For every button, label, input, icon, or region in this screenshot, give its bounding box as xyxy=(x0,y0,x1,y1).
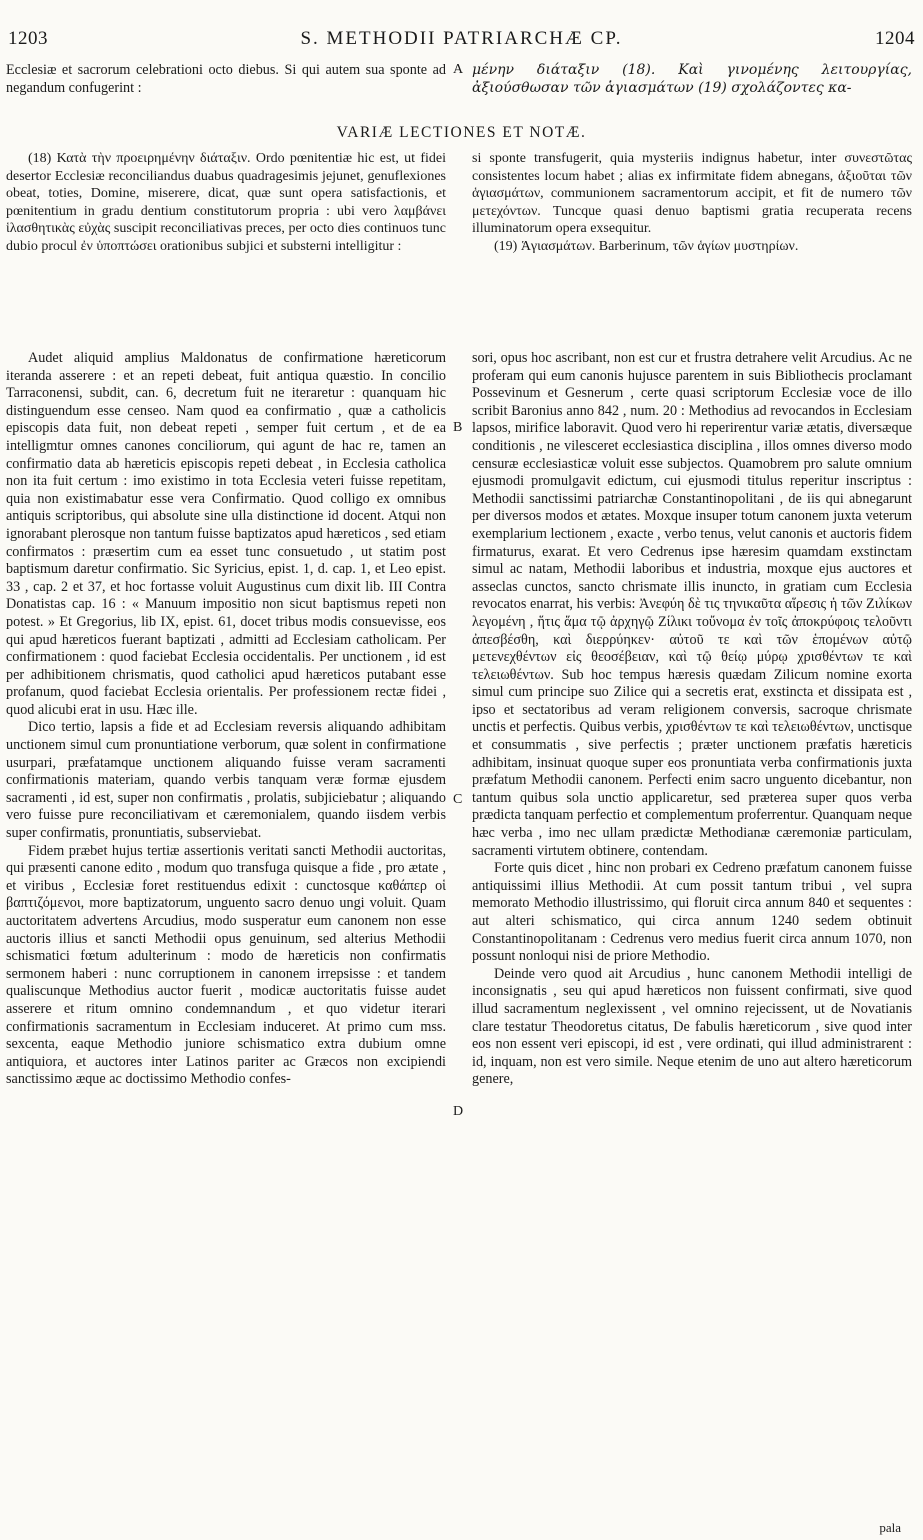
paragraph: Deinde vero quod ait Arcudius , hunc canonem Methodii intelligi de inconsignatis , seu qui apud hæreticos non fuissent confirmati, sive quod illud sacramentum neglexissent , vel omnino rejecissent, ut de Novatianis clare testatur Theodoretus citatus, De fabulis hæreticorum , sive quod inter eos non essent veri episcopi, id est , vere ordinati, qui illud administrarent : id, inquam, non est vero simile. Neque etenim de uno aut altero hæreticorum genere, xyxy=(472,965,912,1088)
notes-column-left xyxy=(6,150,446,256)
page-number-left: 1203 xyxy=(8,28,48,49)
page-number-right: 1204 xyxy=(875,28,915,49)
running-title: S. METHODII PATRIARCHÆ CP. xyxy=(300,28,623,49)
margin-marker-d: D xyxy=(453,1104,464,1119)
main-column-left xyxy=(6,350,446,1089)
top-text-right xyxy=(472,62,912,97)
top-text-left xyxy=(6,62,446,97)
catchword: pala xyxy=(879,1520,901,1535)
paragraph: Dico tertio, lapsis a fide et ad Ecclesiam reversis aliquando adhibitam unctionem simul cum pronuntiatione verborum, quæ solent in confirmatione usurpari, præfatamque unctionem aliquando fuisse veram sacramenti confirmationis materiam, quando verbis tanquam veræ formæ ejusdem sacramenti , id est, super non confirmatis , prolatis, subjiciebatur ; aliquando vero fuisse pure reconciliativam et cæremonialem, quando iisdem verbis super confirmatis, pronuntiatis, subserviebat. xyxy=(6,719,446,842)
running-header xyxy=(8,28,915,52)
margin-marker-b: B xyxy=(453,420,463,435)
paragraph: sori, opus hoc ascribant, non est cur et frustra detrahere velit Arcudius. Ac ne proferam qui eum canonis hujusce parentem in suis Bibliothecis proclamant Possevinum et Gesnerum , certe quasi scriptorum Ecclesiæ voce de illo scribit Baronius anno 842 , num. 20 : Methodius ad revocandos in Ecclesiam lapsos, mirifice laboravit. Quod vero hi reperirentur variæ ætatis, diversæque conditionis , ne vilesceret ecclesiastica disciplina , illos omnes diverso modo censuræ ecclesiasticæ voluit esse subjectos. Quamobrem pro salute omnium ejusmodi promulgavit edictum, cui ejusmodi titulus reperitur inscriptus : Methodii sanctissimi patriarchæ Constantinopolitani , de iis qui abnegarunt per diversos modos et ætates. Moxque insuper totum canonem juxta veterum exemplarium lectionem , exacte , verbo tenus, velut canonis et auctoris fidem firmaturus, exarat. Et vero Cedrenus ipse hæresim quamdam exstinctam simul ac natam, Methodii laboribus et industria, moxque ejus auctores et asseclas cunctos, sancto chrismate illis inuncto, in gratiam cum Ecclesia revocatos enarrat, his verbis: Ἀνεφύη δὲ τις τηνικαῦτα αἵρεσις ἡ τῶν Ζιλίκων λεγομένη , ἥτις ἅμα τῷ ἀρχηγῷ Ζίλικι τοὔνομα ἐν τοῖς ἀποκρύφοις τελοῦντι ἀπεσβέσθη, καὶ διερρύηκεν· αὐτοῦ τε καὶ τῶν ἑπομένων αὐτῷ μετενεχθέντων εἰς θεοσέβειαν, καὶ τῷ θείῳ μύρῳ χρισθέντων τε καὶ τελειωθέντων. Sub hoc tempus hæresis quædam Zilicum nomine exorta simul cum principe suo Zilice qui a secretis erat, exstincta et dissipata est , ipso et sectatoribus ad veram religionem conversis, sacroque chrismate unctis et perfectis. Quibus verbis, χρισθέντων τε καὶ τελειωθέντων, unctisque et consummatis , sive perfectis ; præter unctionem præfatis hæreticis adhibitam, insinuat quoque super eos pronuntiata verba confirmationis juxta præfatum Methodii canonem. Perfecti enim sacro unguento dicebantur, non tantum quibus sola unctio applicaretur, sed præterea super quos verba prædicta tanquam perfectio et complementum proferrentur. Quanquam neque hæc verba , imo nec ullam prædictæ Methodianæ cæremoniæ particulam, sacramenti virtutem obtinere, contendam. xyxy=(472,350,912,859)
note-18-continued: si sponte transfugerit, quia mysteriis indignus habetur, inter συνεστῶτας consistentes locum habet ; alias ex infirmitate fidem abnegans, ἀξιοῦται τῶν ἁγιασμάτων, communionem sacramentorum accipit, et fit de numero τῶν μετεχόντων. Tuncque quasi denuo baptismi gratia recuperata recens illuminatorum opera exsequitur. xyxy=(472,151,912,237)
margin-marker-a: A xyxy=(453,62,464,77)
paragraph: Fidem præbet hujus tertiæ assertionis veritati sancti Methodii auctoritas, qui præsenti canone edito , modum quo transfuga quisque a fide , pro ætate , et viribus , Ecclesiæ foret restituendus edixit : cunctosque καθάπερ οἱ βαπτιζόμενοι, more baptizatorum, unguento sacro denuo ungi voluit. Quam auctoritatem advertens Arcudius, modo susperatur eum canonem non esse auctoris illius et sancti Methodii opus genuinum, sed alterius Methodii schismatici fœtum adulterinum : modo de hæreticis non confirmatis sermonem haberi : nunc corruptionem in canonem irrepsisse : et tandem qualiscunque Methodius auctor fuerit , modicæ auctoritatis fuisse audet asserere et ritum omnino condemnandum , et quo videtur iterari confirmationis sacramentum in Ecclesiam induceret. At primo cum mss. sexcenta, eaque Methodio juniore schismatico extra dubium omne antiquiora, et auctores inter Latinos pariter ac Græcos non excipiendi sanctissimo æque ac doctissimo Methodio confes- xyxy=(6,842,446,1088)
note-18: (18) Κατὰ τὴν προειρημένην διάταξιν. Ordo pœnitentiæ hic est, ut fidei desertor Ecclesiæ reconciliandus duabus quadragesimis jejunet, genuflexiones obeat, toties, Domine, miserere, dicat, quæ sunt opera satisfactionis, et pœnitentium in gradu dentium constitutorum propria : ubi vero λαμβάνει ἱλασθητικὰς εὐχὰς suscipit reconciliativas preces, per octo dies continuos tunc dubio procul ἐν ὑποπτώσει orationibus subjici et substerni intelligitur : xyxy=(6,151,446,254)
notes-column-right xyxy=(472,150,912,256)
paragraph: Forte quis dicet , hinc non probari ex Cedreno præfatum canonem fuisse antiquissimi illius Methodii. At cum possit tantum tribui , vel supra memorato Methodio illustrissimo, qui floruit circa annum 840 et sequentes : aut alteri schismatico, qui circa annum 1240 sedem obtinuit Constantinopolitanam : Cedrenus vero medius fuerit circa annum 1070, non possunt nonloqui nisi de priore Methodio. xyxy=(472,860,912,965)
note-19: (19) Ἁγιασμάτων. Barberinum, τῶν ἁγίων μυστηρίων. xyxy=(494,238,799,254)
paragraph: Audet aliquid amplius Maldonatus de confirmatione hæreticorum iteranda asserere : et an repeti debeat, fuit antiqua quæstio. In concilio Tarraconensi, subdit, can. 6, decretum fuit ne iteraretur : quanquam hic distinguendum esse censeo. Nam quod ea confirmatio , quæ a catholicis episcopis data fuit, non debeat repeti , semper fuit certum , et de ea intelligmtur omnes canones conciliorum, qui agunt de hac re, tamen an confirmatio data ab hæreticis episcopis repeti debeat , in Ecclesia catholica non ita fuit certum : imo existimo in tota Ecclesia veteri fuisse repetitam, quia non existimabatur esse vera Confirmatio. Quod colligo ex omnibus antiquis scriptoribus, qui absolute sine ulla distinctione id docent. Atqui non ignorabant plerosque non tantum fuisse baptizatos apud hæreticos , sed etiam confirmatos : præsertim cum ea esset tunc consuetudo , ut statim post baptismum daretur confirmatio. Sic Syricius, epist. 1, d. cap. 1, et Leo epist. 33 , cap. 2 et 37, et hoc fortasse voluit Augustinus cum dixit lib. III Contra Donatistas cap. 16 : « Manuum impositio non sicut baptismus repeti non potest. » Et Gregorius, lib IX, epist. 61, docet tribus modis consuevisse, eos qui apud hæreticos fuerant baptizati , admitti ad Ecclesiam catholicam. Per confirmationem : quod faciebat Ecclesia occidentalis. Per unctionem , id est per adhibitionem chrismatis, quod catholici apud hæreticos putabant esse profanum, quod faciebat Ecclesia orientalis. Per professionem rectæ fidei , quod alicubi erat in usu. Hæc ille. xyxy=(6,350,446,718)
top-greek-paragraph: μένην διάταξιν (18). Καὶ γινομένης λειτουργίας, ἀξιούσθωσαν τῶν ἁγιασμάτων (19) σχολάζοντες κα- xyxy=(472,62,912,96)
section-title: VARIÆ LECTIONES ET NOTÆ. xyxy=(336,124,587,141)
main-column-right xyxy=(472,350,912,1089)
top-latin-paragraph: Ecclesiæ et sacrorum celebrationi octo diebus. Si qui autem sua sponte ad negandum confugerint : xyxy=(6,62,446,96)
margin-marker-c: C xyxy=(453,792,463,807)
